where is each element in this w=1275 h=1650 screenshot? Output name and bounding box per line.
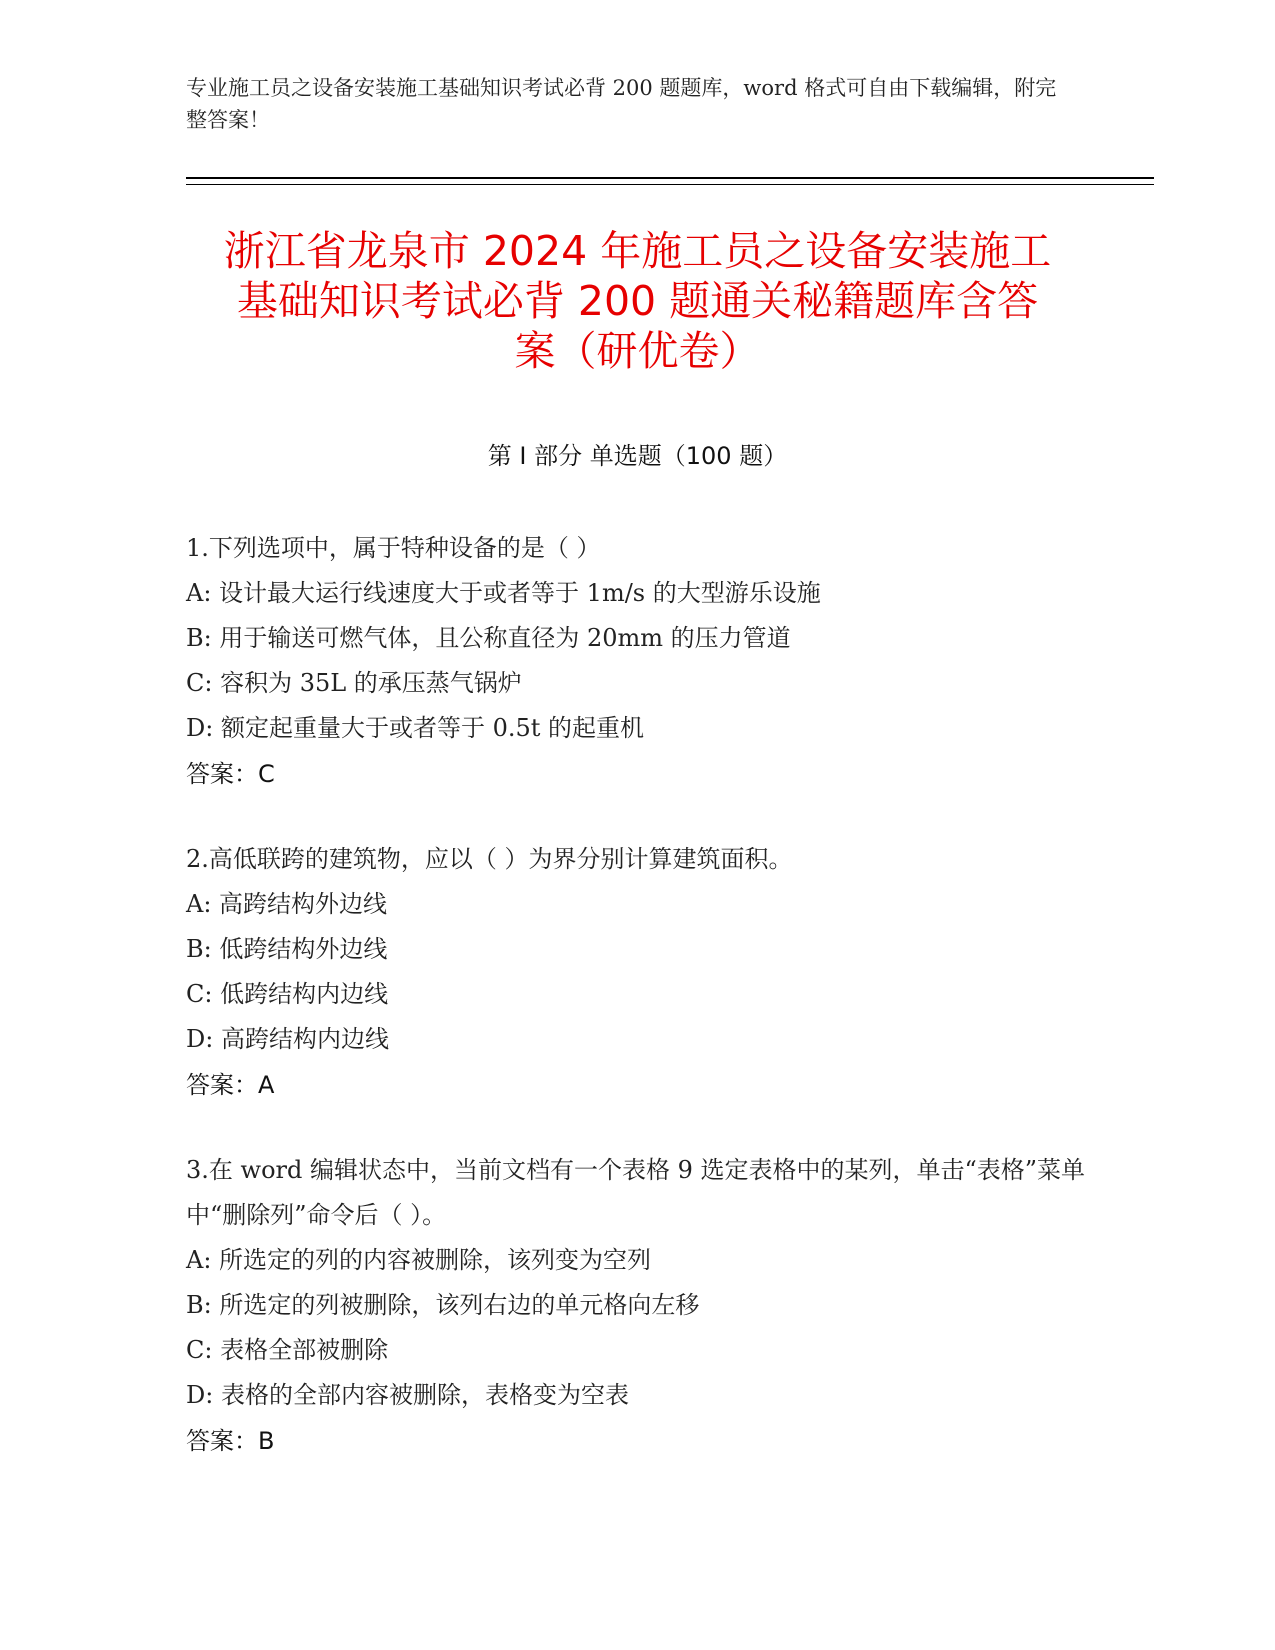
- header-note: 专业施工员之设备安装施工基础知识考试必背 200 题题库，word 格式可自由下载编辑，附完整答案！: [186, 76, 1057, 132]
- question-list: [186, 526, 1086, 1504]
- question-stem: 1.下列选项中，属于特种设备的是（ ）: [186, 534, 601, 562]
- option-c: C: 容积为 35L 的承压蒸气锅炉: [186, 669, 522, 697]
- question-1: [186, 526, 1086, 797]
- header-rule-thin: [186, 184, 1154, 185]
- answer-line: 答案：A: [186, 1071, 275, 1099]
- question-stem: 2.高低联跨的建筑物，应以（ ）为界分别计算建筑面积。: [186, 845, 793, 873]
- option-b: B: 所选定的列被删除，该列右边的单元格向左移: [186, 1291, 700, 1319]
- answer-line: 答案：B: [186, 1427, 275, 1455]
- option-d: D: 表格的全部内容被删除，表格变为空表: [186, 1381, 629, 1409]
- title-line-3: 案（研优卷）: [514, 327, 761, 375]
- option-d: D: 高跨结构内边线: [186, 1025, 389, 1053]
- option-a: A: 高跨结构外边线: [186, 890, 388, 918]
- option-d: D: 额定起重量大于或者等于 0.5t 的起重机: [186, 714, 645, 742]
- option-b: B: 低跨结构外边线: [186, 935, 388, 963]
- question-2: [186, 837, 1086, 1108]
- option-a: A: 所选定的列的内容被删除，该列变为空列: [186, 1246, 652, 1274]
- option-c: C: 表格全部被删除: [186, 1336, 389, 1364]
- option-c: C: 低跨结构内边线: [186, 980, 389, 1008]
- question-3: [186, 1148, 1086, 1464]
- section-heading: 第 I 部分 单选题（100 题）: [487, 442, 788, 470]
- title-line-1: 浙江省龙泉市 2024 年施工员之设备安装施工: [223, 227, 1052, 275]
- option-a: A: 设计最大运行线速度大于或者等于 1m/s 的大型游乐设施: [186, 579, 821, 607]
- answer-line: 答案：C: [186, 760, 275, 788]
- header-rule-thick: [186, 177, 1154, 179]
- question-stem: 3.在 word 编辑状态中，当前文档有一个表格 9 选定表格中的某列，单击“表格”菜单中“删除列”命令后（ ）。: [186, 1156, 1086, 1229]
- document-title: [160, 226, 1115, 376]
- option-b: B: 用于输送可燃气体，且公称直径为 20mm 的压力管道: [186, 624, 791, 652]
- title-line-2: 基础知识考试必背 200 题通关秘籍题库含答: [236, 277, 1039, 325]
